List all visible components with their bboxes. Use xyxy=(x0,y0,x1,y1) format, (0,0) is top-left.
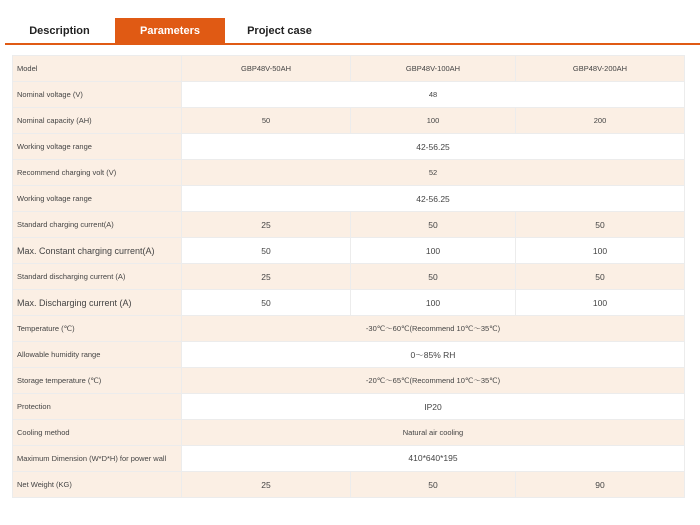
row-value: 42-56.25 xyxy=(182,186,685,212)
row-label: Nominal voltage (V) xyxy=(13,82,182,108)
row-value: 50 xyxy=(182,290,351,316)
row-label: Working voltage range xyxy=(13,186,182,212)
row-value: 200 xyxy=(516,108,685,134)
tab-bar xyxy=(0,18,700,44)
row-value: 50 xyxy=(351,212,516,238)
row-label: Protection xyxy=(13,394,182,420)
table-row xyxy=(13,108,685,134)
row-value: 52 xyxy=(182,160,685,186)
header-label: Model xyxy=(13,56,182,82)
table-row xyxy=(13,264,685,290)
parameters-table xyxy=(12,55,685,498)
row-label: Nominal capacity (AH) xyxy=(13,108,182,134)
table-row xyxy=(13,472,685,498)
row-label: Max. Constant charging current(A) xyxy=(13,238,182,264)
row-label: Working voltage range xyxy=(13,134,182,160)
row-label: Recommend charging volt (V) xyxy=(13,160,182,186)
table-row xyxy=(13,186,685,212)
header-model: GBP48V-200AH xyxy=(516,56,685,82)
tab-description[interactable]: Description xyxy=(29,25,90,37)
table-row xyxy=(13,316,685,342)
table-row xyxy=(13,368,685,394)
row-label: Net Weight (KG) xyxy=(13,472,182,498)
row-value: 100 xyxy=(516,290,685,316)
row-value: -30℃～60℃(Recommend 10℃～35℃) xyxy=(182,316,685,342)
row-value: -20℃～65℃(Recommend 10℃～35℃) xyxy=(182,368,685,394)
row-value: 410*640*195 xyxy=(182,446,685,472)
row-value: 100 xyxy=(516,238,685,264)
row-label: Standard charging current(A) xyxy=(13,212,182,238)
row-value: 50 xyxy=(182,238,351,264)
tab-parameters[interactable]: Parameters xyxy=(115,18,225,44)
row-value: 48 xyxy=(182,82,685,108)
row-value: IP20 xyxy=(182,394,685,420)
row-label: Cooling method xyxy=(13,420,182,446)
table-row xyxy=(13,82,685,108)
row-value: 0～85% RH xyxy=(182,342,685,368)
tab-underline xyxy=(5,43,700,45)
row-label: Temperature (℃) xyxy=(13,316,182,342)
table-header-row xyxy=(13,56,685,82)
row-value: 25 xyxy=(182,264,351,290)
row-value: Natural air cooling xyxy=(182,420,685,446)
row-label: Storage temperature (℃) xyxy=(13,368,182,394)
table-row xyxy=(13,446,685,472)
table-row xyxy=(13,160,685,186)
row-value: 100 xyxy=(351,108,516,134)
table-row xyxy=(13,290,685,316)
row-value: 50 xyxy=(351,264,516,290)
header-model: GBP48V-100AH xyxy=(351,56,516,82)
row-value: 50 xyxy=(516,212,685,238)
row-label: Max. Discharging current (A) xyxy=(13,290,182,316)
tab-project-case[interactable]: Project case xyxy=(247,25,312,37)
row-label: Maximum Dimension (W*D*H) for power wall xyxy=(13,446,182,472)
row-value: 42-56.25 xyxy=(182,134,685,160)
table-row xyxy=(13,420,685,446)
row-value: 25 xyxy=(182,212,351,238)
row-value: 100 xyxy=(351,238,516,264)
table-row xyxy=(13,134,685,160)
row-value: 50 xyxy=(182,108,351,134)
row-value: 100 xyxy=(351,290,516,316)
table-row xyxy=(13,394,685,420)
row-value: 50 xyxy=(516,264,685,290)
header-model: GBP48V-50AH xyxy=(182,56,351,82)
row-label: Standard discharging current (A) xyxy=(13,264,182,290)
table-row xyxy=(13,238,685,264)
row-value: 90 xyxy=(516,472,685,498)
row-label: Allowable humidity range xyxy=(13,342,182,368)
row-value: 25 xyxy=(182,472,351,498)
table-row xyxy=(13,212,685,238)
row-value: 50 xyxy=(351,472,516,498)
table-row xyxy=(13,342,685,368)
